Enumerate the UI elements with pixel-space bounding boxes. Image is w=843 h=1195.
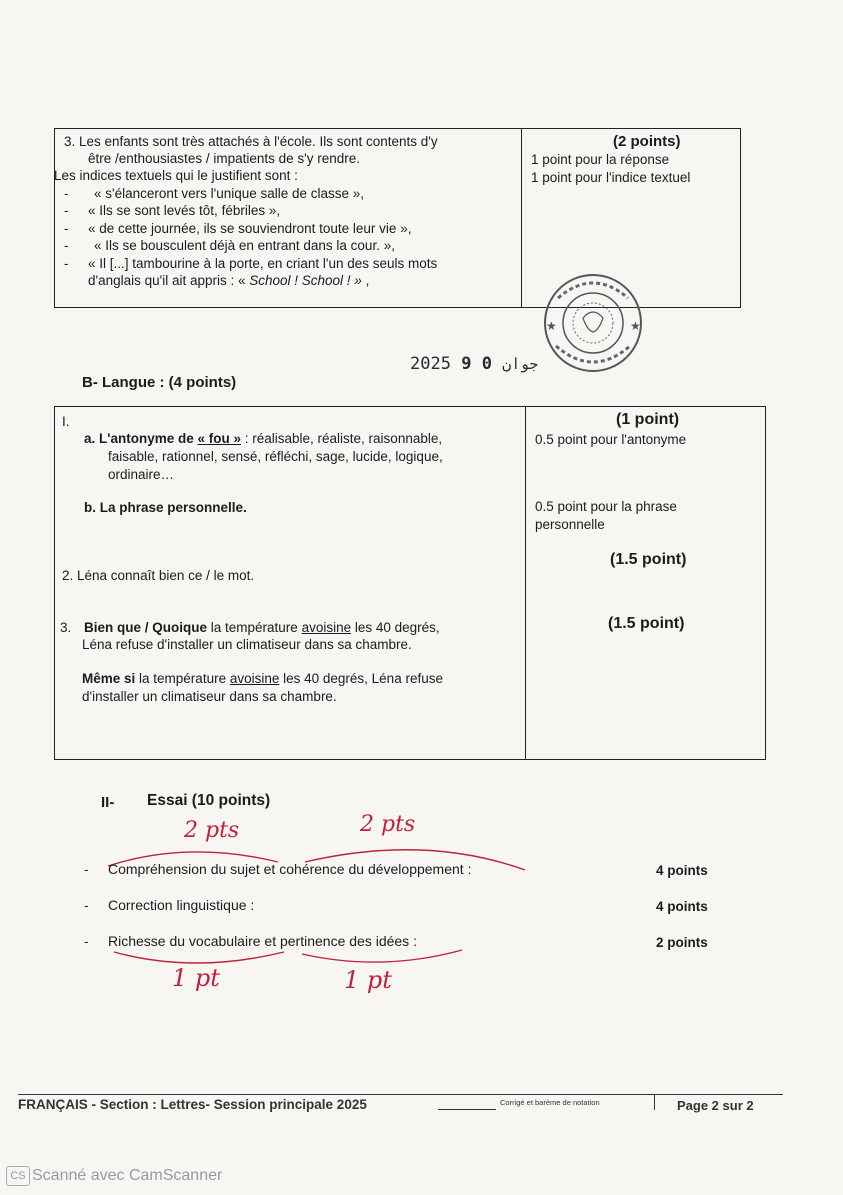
q1a-line: a. L'antonyme de « fou » : réalisable, réaliste, raisonnable, bbox=[84, 431, 443, 446]
question-number: I. bbox=[62, 414, 70, 429]
bullet: - bbox=[64, 186, 69, 201]
q3-line: Les indices textuels qui le justifient sont : bbox=[54, 168, 298, 183]
footer-rule bbox=[438, 1109, 496, 1110]
q3b-line: d'installer un climatiseur dans sa chambre. bbox=[82, 689, 337, 704]
q1a-line: ordinaire… bbox=[108, 467, 175, 482]
q3-points: (2 points) bbox=[613, 133, 681, 150]
bullet: - bbox=[84, 862, 89, 877]
q3-line: être /enthousiastes / impatients de s'y rendre. bbox=[88, 151, 360, 166]
handwritten-note: 1 pt bbox=[344, 966, 392, 994]
bullet: - bbox=[64, 238, 69, 253]
q3-clue: « Ils se sont levés tôt, fébriles », bbox=[88, 203, 281, 218]
bullet: - bbox=[64, 203, 69, 218]
scanner-watermark: Scanné avec CamScanner bbox=[32, 1167, 223, 1184]
svg-text:★: ★ bbox=[630, 319, 641, 333]
bullet: - bbox=[84, 934, 89, 949]
q3-points: (1.5 point) bbox=[608, 615, 685, 632]
footer-separator bbox=[654, 1094, 655, 1110]
q1a-line: faisable, rationnel, sensé, réfléchi, sage, lucide, logique, bbox=[108, 449, 443, 464]
q3-line: Léna refuse d'installer un climatiseur dans sa chambre. bbox=[82, 637, 412, 652]
q2-points: (1.5 point) bbox=[610, 551, 687, 568]
q1-detail: personnelle bbox=[535, 517, 605, 532]
essay-title: Essai (10 points) bbox=[147, 792, 271, 809]
bullet: - bbox=[64, 256, 69, 271]
q1-detail: 0.5 point pour la phrase bbox=[535, 499, 677, 514]
essay-criterion-points: 4 points bbox=[656, 863, 708, 878]
q3-clue: « Il [...] tambourine à la porte, en criant l'un des seuls mots bbox=[88, 256, 438, 271]
bullet: - bbox=[84, 898, 89, 913]
essay-criterion: Correction linguistique : bbox=[108, 897, 255, 913]
essay-criterion-points: 4 points bbox=[656, 899, 708, 914]
q3b-line: Même si la température avoisine les 40 degrés, Léna refuse bbox=[82, 671, 443, 686]
q3-line: Bien que / Quoique la température avoisine les 40 degrés, bbox=[84, 620, 440, 635]
column-divider bbox=[521, 129, 522, 307]
date-stamp: 2025 جوان 0 9 bbox=[410, 354, 539, 374]
handwritten-note: 1 pt bbox=[172, 964, 220, 992]
column-divider bbox=[525, 407, 526, 759]
q3-clue: « Ils se bousculent déjà en entrant dans la cour. », bbox=[94, 238, 395, 253]
essay-criterion: Compréhension du sujet et cohérence du développement : bbox=[108, 861, 472, 877]
footer-subtitle: Corrigé et barème de notation bbox=[500, 1098, 600, 1107]
q3-clue: « s'élanceront vers l'unique salle de classe », bbox=[94, 186, 365, 201]
camscanner-logo-icon: CS bbox=[6, 1166, 30, 1186]
q3-detail: 1 point pour la réponse bbox=[531, 152, 670, 167]
handwritten-note: 2 pts bbox=[184, 818, 240, 843]
q1b-line: b. La phrase personnelle. bbox=[84, 500, 247, 515]
q1-points: (1 point) bbox=[616, 411, 680, 428]
q3-clue: « de cette journée, ils se souviendront toute leur vie », bbox=[88, 221, 412, 236]
essay-criterion: Richesse du vocabulaire et pertinence des idées : bbox=[108, 933, 417, 949]
footer-line bbox=[18, 1094, 783, 1095]
q3-line: 3. Les enfants sont très attachés à l'école. Ils sont contents d'y bbox=[64, 134, 438, 149]
q3-detail: 1 point pour l'indice textuel bbox=[531, 170, 691, 185]
bullet: - bbox=[64, 221, 69, 236]
q1-detail: 0.5 point pour l'antonyme bbox=[535, 432, 687, 447]
handwritten-bracket-icon bbox=[110, 944, 470, 970]
section-b-title: B- Langue : (4 points) bbox=[82, 374, 237, 391]
page-number: Page 2 sur 2 bbox=[677, 1098, 754, 1113]
handwritten-note: 2 pts bbox=[360, 812, 416, 837]
question-number: 3. bbox=[60, 620, 72, 635]
q2-line: 2. Léna connaît bien ce / le mot. bbox=[62, 568, 255, 583]
essay-criterion-points: 2 points bbox=[656, 935, 708, 950]
essay-number: II- bbox=[101, 794, 115, 811]
official-seal-icon bbox=[538, 268, 648, 378]
svg-text:★: ★ bbox=[546, 319, 557, 333]
footer-title: FRANÇAIS - Section : Lettres- Session principale 2025 bbox=[18, 1097, 367, 1112]
q3-clue-end: d'anglais qu'il ait appris : « School ! School ! » , bbox=[88, 273, 370, 288]
